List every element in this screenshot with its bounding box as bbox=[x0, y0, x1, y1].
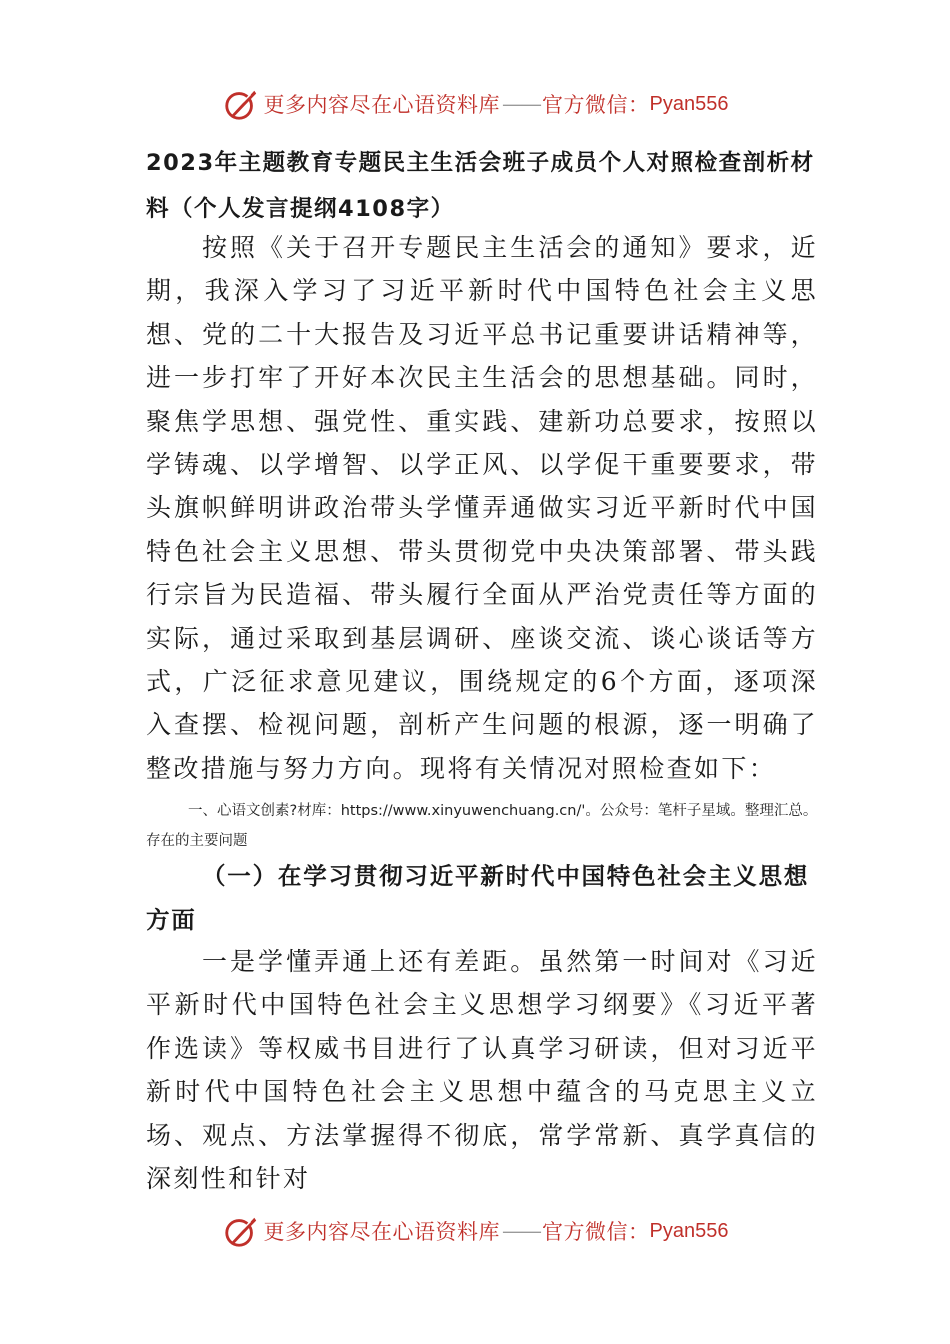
banner-dash: —— bbox=[502, 1219, 541, 1243]
document-title: 2023年主题教育专题民主生活会班子成员个人对照检查剖析材料（个人发言提纲4108字） bbox=[146, 150, 815, 222]
section-heading: （一）在学习贯彻习近平新时代中国特色社会主义思想方面 bbox=[146, 862, 810, 934]
banner-wechat-id: Pyan556 bbox=[649, 1219, 729, 1242]
quill-logo-icon bbox=[222, 1212, 260, 1250]
quill-logo-icon bbox=[222, 85, 260, 123]
banner-dash: —— bbox=[502, 92, 541, 116]
banner-label: 官方微信： bbox=[542, 93, 650, 117]
section-paragraph: 一是学懂弄通上还有差距。虽然第一时间对《习近平新时代中国特色社会主义思想学习纲要》《习近平著作选读》等权威书目进行了认真学习研读，但对习近平新时代中国特色社会主义思想中蕴含的马克思主义立场、观点、方法掌握得不彻底，常学常新、真学真信的深刻性和针对 bbox=[146, 947, 818, 1194]
banner-wechat-id: Pyan556 bbox=[649, 92, 729, 115]
section-note: 一、心语文创素?材库：https://www.xinyuwenchuang.cn/'。公众号：笔杆子星域。整理汇总。存在的主要问题 bbox=[146, 803, 818, 849]
intro-paragraph: 按照《关于召开专题民主生活会的通知》要求，近期，我深入学习了习近平新时代中国特色社会主义思想、党的二十大报告及习近平总书记重要讲话精神等，进一步打牢了开好本次民主生活会的思想基础。同时，聚焦学思想、强党性、重实践、建新功总要求，按照以学铸魂、以学增智、以学正风、以学促干重要要求，带头旗帜鲜明讲政治带头学懂弄通做实习近平新时代中国特色社会主义思想、带头贯彻党中央决策部署、带头践行宗旨为民造福、带头履行全面从严治党责任等方面的实际，通过采取到基层调研、座谈交流、谈心谈话等方式，广泛征求意见建议，围绕规定的6个方面，逐项深入查摆、检视问题，剖析产生问题的根源，逐一明确了整改措施与努力方向。现将有关情况对照检查如下： bbox=[146, 233, 818, 783]
banner-text: 更多内容尽在心语资料库 bbox=[263, 1220, 501, 1244]
banner-text: 更多内容尽在心语资料库 bbox=[263, 93, 501, 117]
watermark-banner-top bbox=[0, 84, 950, 124]
watermark-banner-bottom bbox=[0, 1211, 950, 1251]
banner-label: 官方微信： bbox=[542, 1220, 650, 1244]
